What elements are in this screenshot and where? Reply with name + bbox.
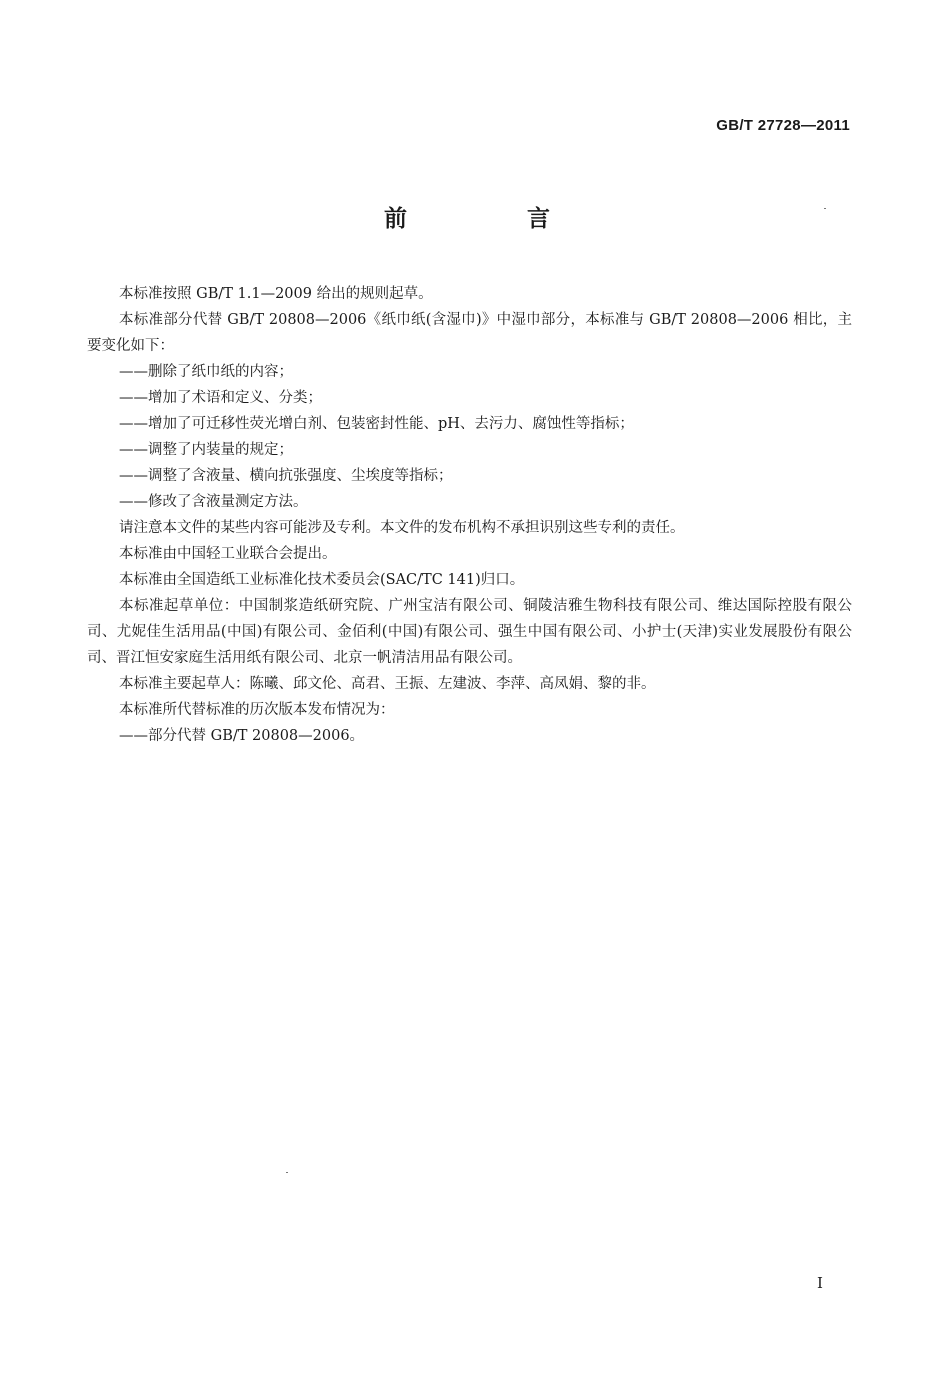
list-item: ——调整了内装量的规定； — [119, 442, 293, 458]
paragraph: 请注意本文件的某些内容可能涉及专利。本文件的发布机构不承担识别这些专利的责任。 — [119, 520, 685, 536]
paragraph: 本标准起草单位：中国制浆造纸研究院、广州宝洁有限公司、铜陵洁雅生物科技有限公司、维达国际控股有限公司、尤妮佳生活用品(中国)有限公司、金佰利(中国)有限公司、强生中国有限公司、小护士(天津)实业发展股份有限公司、晋江恒安家庭生活用纸有限公司、北京一帆清洁用品有限公司。 — [87, 598, 852, 666]
scan-speck — [824, 208, 826, 209]
scan-speck — [286, 1172, 288, 1173]
list-item: ——部分代替 GB/T 20808—2006。 — [119, 728, 365, 744]
paragraph: 本标准主要起草人：陈曦、邱文伦、高君、王振、左建波、李萍、高凤娟、黎的非。 — [119, 676, 656, 692]
foreword-body — [87, 281, 852, 749]
paragraph: 本标准由中国轻工业联合会提出。 — [119, 546, 337, 562]
paragraph: 本标准所代替标准的历次版本发布情况为： — [119, 702, 395, 718]
list-item: ——增加了可迁移性荧光增白剂、包装密封性能、pH、去污力、腐蚀性等指标； — [119, 416, 634, 432]
page-title: 前 言 — [383, 205, 606, 232]
standard-code: GB/T 27728—2011 — [716, 117, 850, 134]
list-item: ——调整了含液量、横向抗张强度、尘埃度等指标； — [119, 468, 453, 484]
page-number: I — [817, 1274, 823, 1292]
paragraph: 本标准按照 GB/T 1.1—2009 给出的规则起草。 — [119, 286, 433, 302]
list-item: ——增加了术语和定义、分类； — [119, 390, 322, 406]
list-item: ——修改了含液量测定方法。 — [119, 494, 308, 510]
paragraph: 本标准由全国造纸工业标准化技术委员会(SAC/TC 141)归口。 — [119, 572, 525, 588]
list-item: ——删除了纸巾纸的内容； — [119, 364, 293, 380]
paragraph: 本标准部分代替 GB/T 20808—2006《纸巾纸(含湿巾)》中湿巾部分，本标准与 GB/T 20808—2006 相比，主要变化如下： — [87, 312, 852, 354]
